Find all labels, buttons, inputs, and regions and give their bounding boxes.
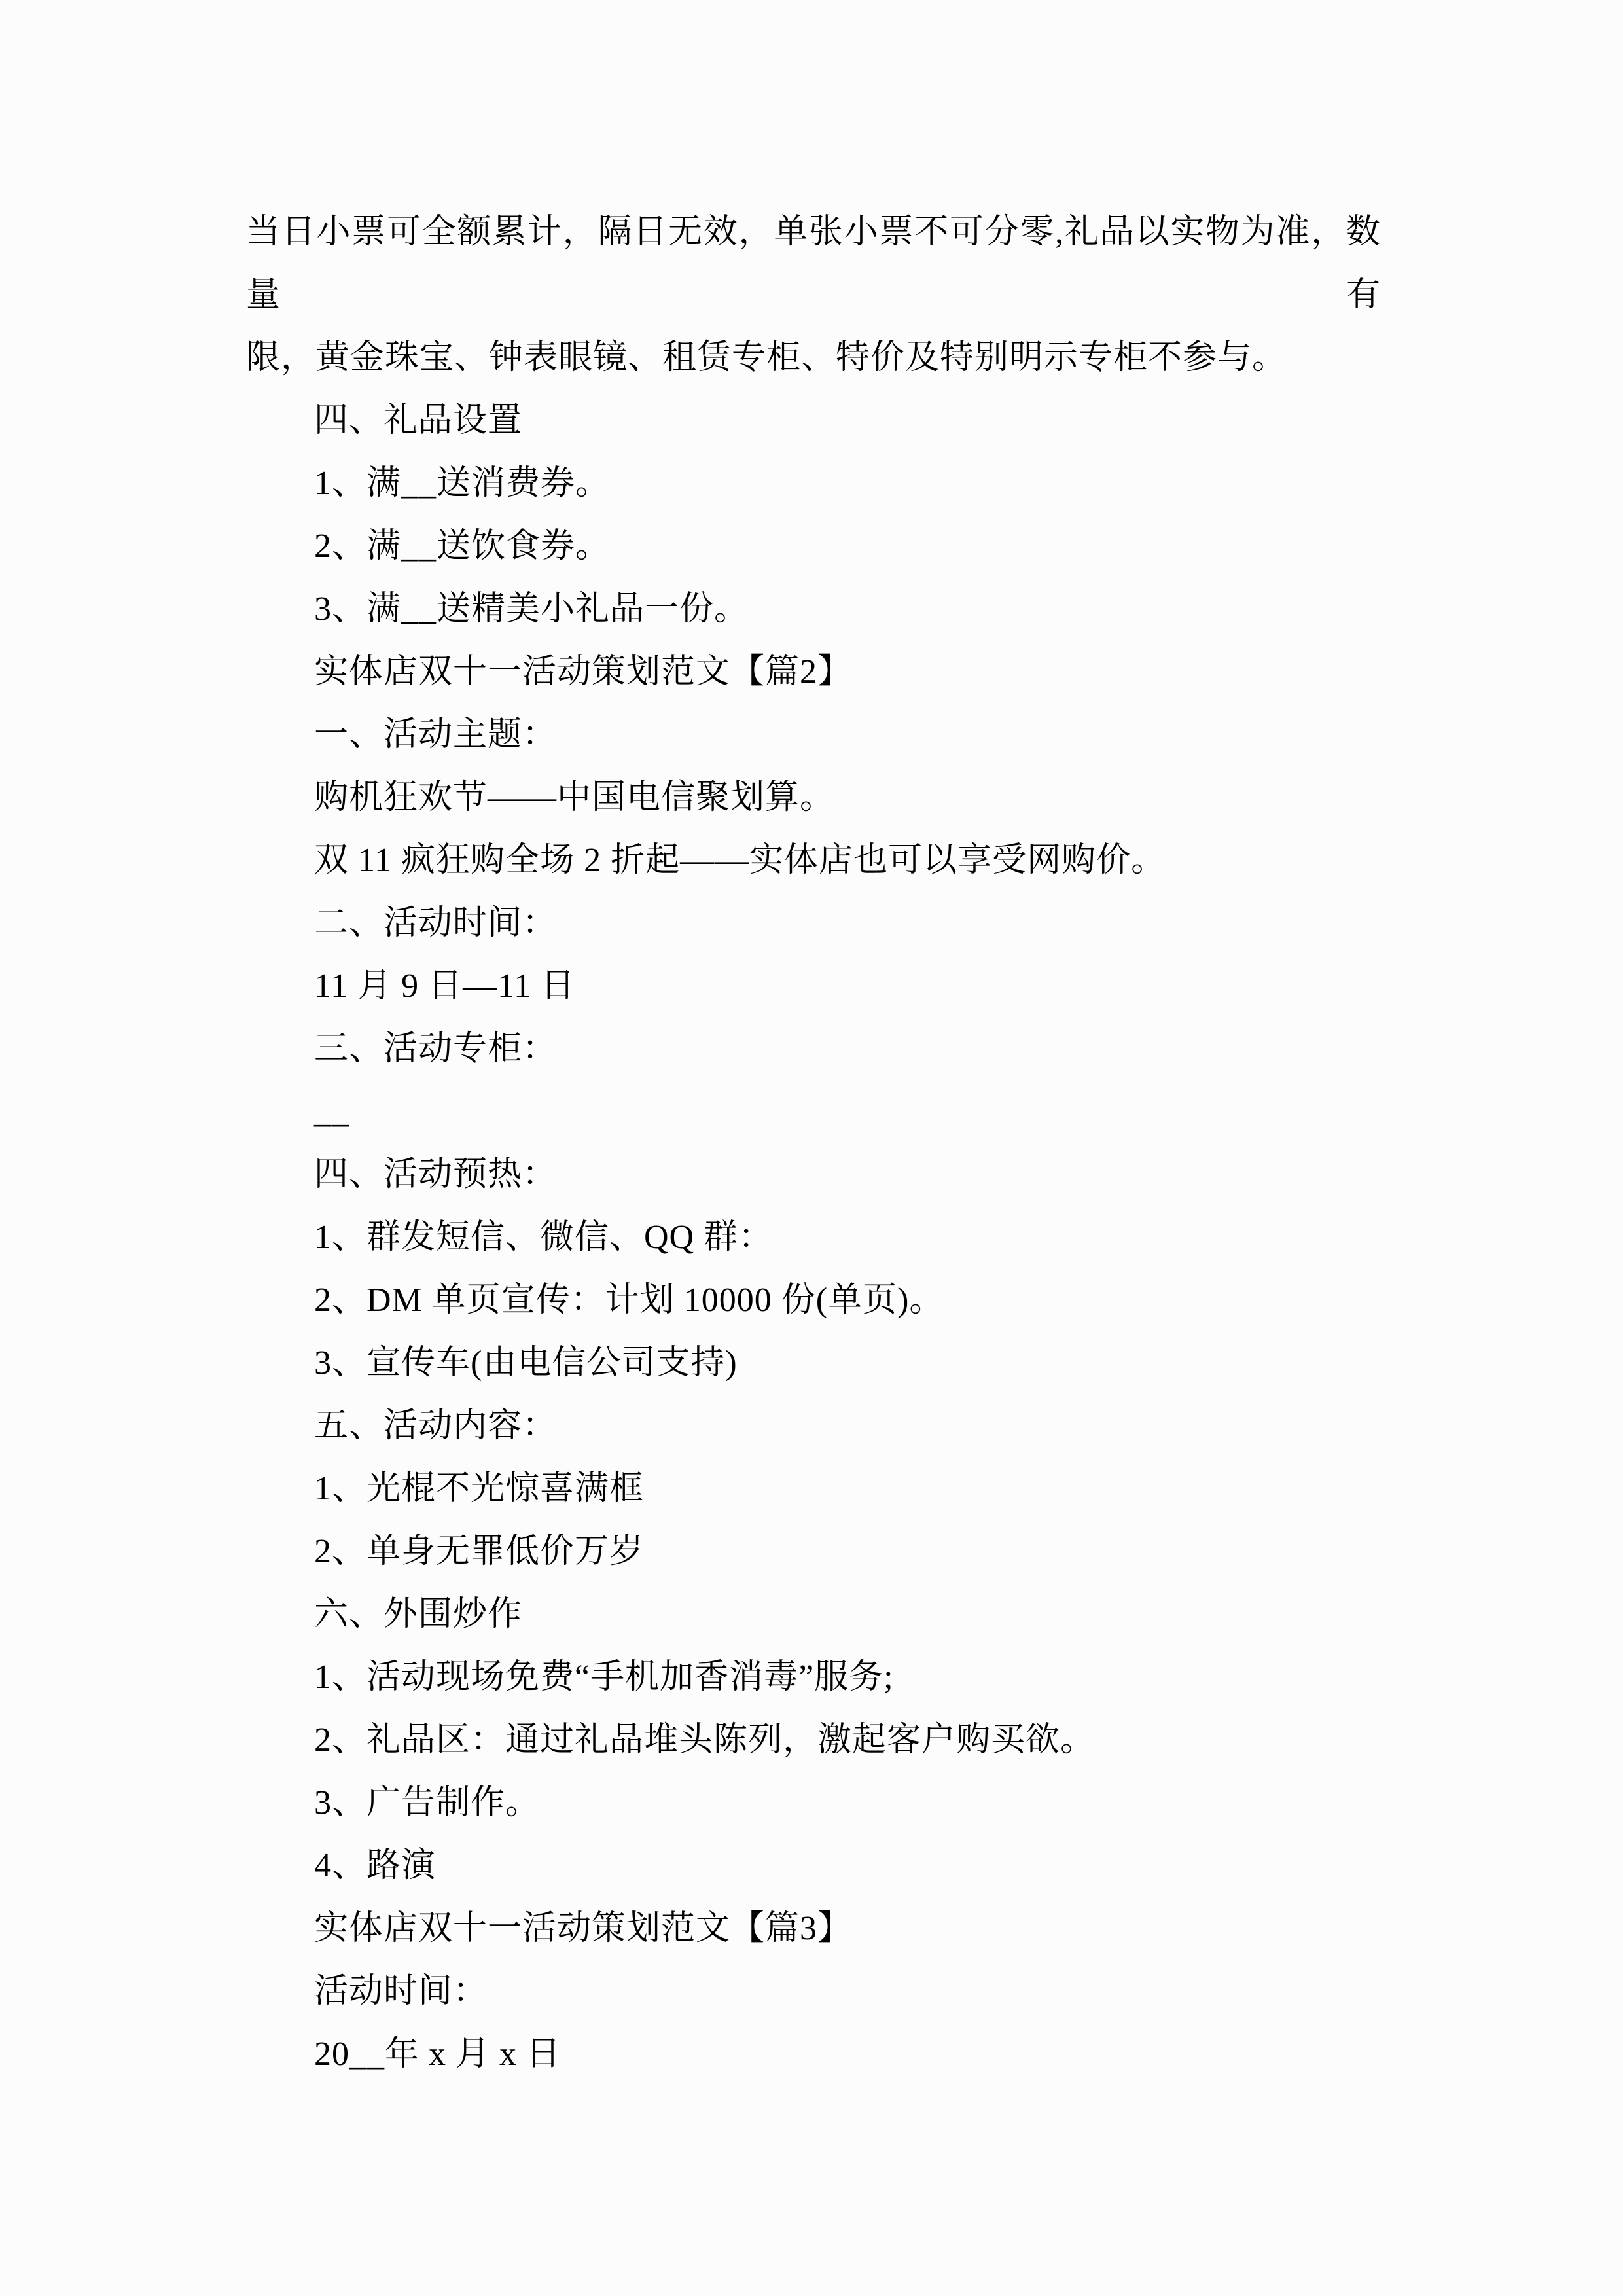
text-line: 购机狂欢节——中国电信聚划算。 xyxy=(314,779,835,816)
text-line: 1、群发短信、微信、QQ 群： xyxy=(314,1219,774,1256)
text-line: 活动时间： xyxy=(314,1973,488,2010)
text-line: 20__年 x 月 x 日 xyxy=(314,2036,562,2073)
text-line: 实体店双十一活动策划范文【篇3】 xyxy=(314,1910,853,1947)
text-line: 2、DM 单页宣传：计划 10000 份(单页)。 xyxy=(314,1282,944,1319)
text-line: 3、宣传车(由电信公司支持) xyxy=(314,1344,738,1382)
text-line: 当日小票可全额累计，隔日无效，单张小票不可分零,礼品以实物为准，数量有 xyxy=(246,213,1381,314)
document-text-block xyxy=(246,201,1381,2086)
text-line: 四、礼品设置 xyxy=(314,402,523,439)
text-line: 1、光棍不光惊喜满框 xyxy=(314,1470,645,1507)
text-line: 二、活动时间： xyxy=(314,905,558,942)
text-line: 一、活动主题： xyxy=(314,716,558,753)
text-line: 双 11 疯狂购全场 2 折起——实体店也可以享受网购价。 xyxy=(314,842,1166,879)
text-line: 3、广告制作。 xyxy=(314,1784,541,1821)
text-line: 实体店双十一活动策划范文【篇2】 xyxy=(314,653,853,691)
text-line: 五、活动内容： xyxy=(314,1407,558,1444)
text-line: 2、满__送饮食券。 xyxy=(314,528,611,565)
text-line: 四、活动预热： xyxy=(314,1156,558,1193)
text-line: 限，黄金珠宝、钟表眼镜、租赁专柜、特价及特别明示专柜不参与。 xyxy=(246,339,1287,376)
text-line: 2、礼品区：通过礼品堆头陈列，激起客户购买欲。 xyxy=(314,1721,1096,1759)
text-line: 1、活动现场免费“手机加香消毒”服务; xyxy=(314,1659,894,1696)
text-line: 1、满__送消费券。 xyxy=(314,465,611,502)
text-line: 11 月 9 日—11 日 xyxy=(314,967,576,1005)
text-line: 2、单身无罪低价万岁 xyxy=(314,1533,645,1570)
text-line: __ xyxy=(314,1093,349,1130)
text-line: 3、满__送精美小礼品一份。 xyxy=(314,590,749,628)
text-line: 六、外围炒作 xyxy=(314,1596,523,1633)
text-line: 三、活动专柜： xyxy=(314,1030,558,1067)
text-line: 4、路演 xyxy=(314,1847,437,1884)
